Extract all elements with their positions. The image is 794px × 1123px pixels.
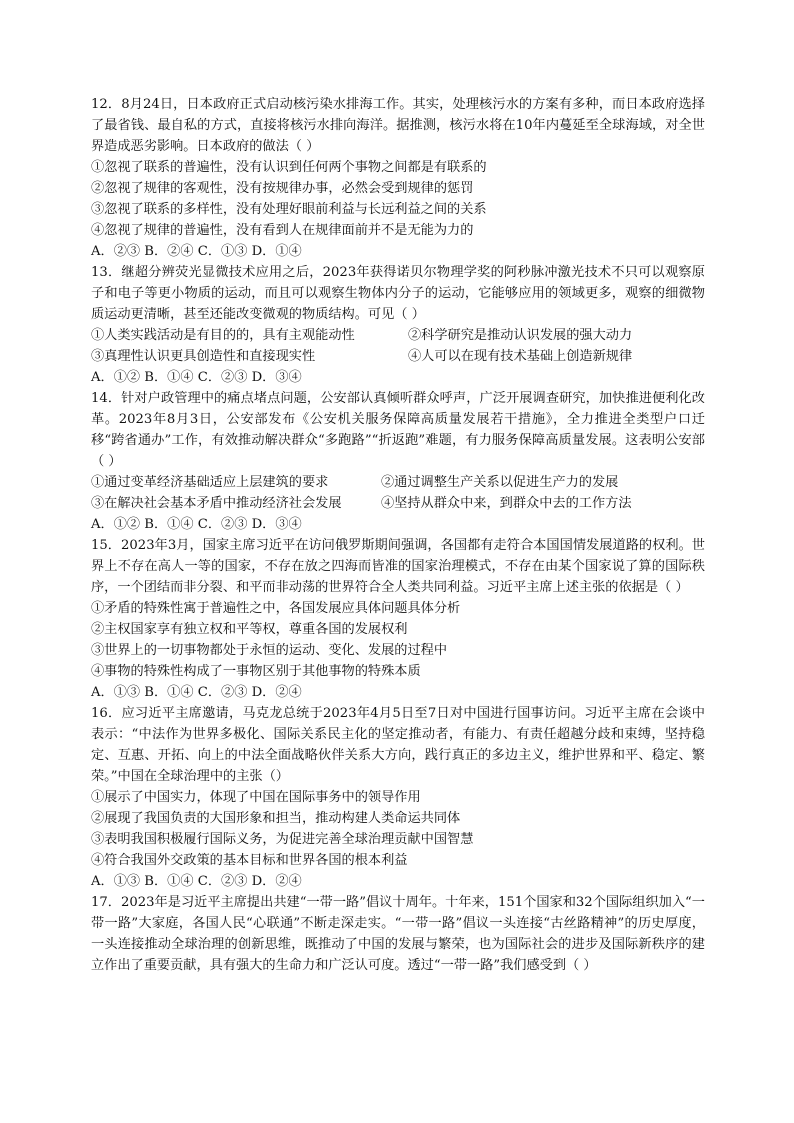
option-item: ②展现了我国负责的大国形象和担当，推动构建人类命运共同体 bbox=[91, 811, 461, 826]
exam-page bbox=[91, 94, 705, 976]
option-row bbox=[91, 493, 705, 514]
question-stem: 15．2023年3月，国家主席习近平在访问俄罗斯期间强调，各国都有走符合本国国情发展道路的权利。世界上不存在高人一等的国家，不存在放之四海而皆准的国家治理模式，不存在由某个国家说了算的国际秩序，一个团结而非分裂、和平而非动荡的世界符合全人类共同利益。习近平主席上述主张的依据是（ ） bbox=[91, 538, 705, 595]
option-row bbox=[91, 325, 705, 346]
question-15 bbox=[91, 535, 705, 703]
answer-choices: A．①③ B．①④ C．②③ D．②④ bbox=[91, 685, 302, 700]
option-item: ④符合我国外交政策的基本目标和世界各国的根本利益 bbox=[91, 853, 408, 868]
option-item: ①矛盾的特殊性寓于普遍性之中，各国发展应具体问题具体分析 bbox=[91, 601, 461, 616]
option-item: ①通过变革经济基础适应上层建筑的要求 bbox=[91, 475, 329, 490]
question-13 bbox=[91, 262, 705, 388]
option-item: ③表明我国积极履行国际义务，为促进完善全球治理贡献中国智慧 bbox=[91, 832, 474, 847]
option-item: ②主权国家享有独立权和平等权，尊重各国的发展权利 bbox=[91, 622, 408, 637]
option-item: ①忽视了联系的普遍性，没有认识到任何两个事物之间都是有联系的 bbox=[91, 160, 487, 175]
option-item: ②科学研究是推动认识发展的强大动力 bbox=[408, 328, 633, 343]
option-item: ④事物的特殊性构成了一事物区别于其他事物的特殊本质 bbox=[91, 664, 421, 679]
option-item: ②通过调整生产关系以促进生产力的发展 bbox=[381, 475, 619, 490]
question-stem: 17．2023年是习近平主席提出共建“一带一路”倡议十周年。十年来，151个国家和32个国际组织加入“一带一路”大家庭，各国人民“心联通”不断走深走实。“一带一路”倡议一头连接“古丝路精神”的历史厚度，一头连接推动全球治理的创新思维，既推动了中国的发展与繁荣，也为国际社会的进步及国际新秩序的建立作出了重要贡献，具有强大的生命力和广泛认可度。透过“一带一路”我们感受到（ ） bbox=[91, 895, 705, 973]
answer-choices: A．②③ B．②④ C．①③ D．①④ bbox=[91, 244, 302, 259]
answer-choices: A．①③ B．①④ C．②③ D．②④ bbox=[91, 874, 302, 889]
option-item: ④人可以在现有技术基础上创造新规律 bbox=[408, 349, 633, 364]
answer-choices: A．①② B．①④ C．②③ D．③④ bbox=[91, 370, 302, 385]
option-item: ④忽视了规律的普遍性，没有看到人在规律面前并不是无能为力的 bbox=[91, 223, 474, 238]
question-14 bbox=[91, 388, 705, 535]
question-16 bbox=[91, 703, 705, 892]
option-row bbox=[91, 472, 705, 493]
option-row bbox=[91, 346, 705, 367]
option-item: ②忽视了规律的客观性，没有按规律办事，必然会受到规律的惩罚 bbox=[91, 181, 474, 196]
question-stem: 14．针对户政管理中的痛点堵点问题，公安部认真倾听群众呼声，广泛开展调查研究，加快推进便利化改革。2023年8月3日，公安部发布《公安机关服务保障高质量发展若干措施》，全力推进全类型户口迁移“跨省通办”工作，有效推动解决群众“多跑路”“折返跑”难题，有力服务保障高质量发展。这表明公安部（ ） bbox=[91, 391, 705, 469]
question-stem: 16．应习近平主席邀请，马克龙总统于2023年4月5日至7日对中国进行国事访问。习近平主席在会谈中表示：“中法作为世界多极化、国际关系民主化的坚定推动者，有能力、有责任超越分歧和束缚，坚持稳定、互惠、开拓、向上的中法全面战略伙伴关系大方向，践行真正的多边主义，维护世界和平、稳定、繁荣。”中国在全球治理中的主张（） bbox=[91, 706, 705, 784]
option-item: ③在解决社会基本矛盾中推动经济社会发展 bbox=[91, 496, 342, 511]
option-item: ①人类实践活动是有目的的，具有主观能动性 bbox=[91, 328, 355, 343]
question-12 bbox=[91, 94, 705, 262]
question-stem: 12．8月24日，日本政府正式启动核污染水排海工作。其实，处理核污水的方案有多种，而日本政府选择了最省钱、最自私的方式，直接将核污水排向海洋。据推测，核污水将在10年内蔓延至全球海域，对全世界造成恶劣影响。日本政府的做法（ ） bbox=[91, 97, 705, 154]
answer-choices: A．①② B．①④ C．②③ D．③④ bbox=[91, 517, 302, 532]
question-stem: 13．继超分辨荧光显微技术应用之后，2023年获得诺贝尔物理学奖的阿秒脉冲激光技术不只可以观察原子和电子等更小物质的运动，而且可以观察生物体内分子的运动，它能够应用的领域更多，观察的细微物质运动更清晰，甚至还能改变微观的物质结构。可见（ ） bbox=[91, 265, 705, 322]
option-item: ③忽视了联系的多样性，没有处理好眼前利益与长远利益之间的关系 bbox=[91, 202, 487, 217]
option-item: ③真理性认识更具创造性和直接现实性 bbox=[91, 349, 316, 364]
question-17 bbox=[91, 892, 705, 976]
option-item: ④坚持从群众中来，到群众中去的工作方法 bbox=[381, 496, 632, 511]
option-item: ③世界上的一切事物都处于永恒的运动、变化、发展的过程中 bbox=[91, 643, 448, 658]
option-item: ①展示了中国实力，体现了中国在国际事务中的领导作用 bbox=[91, 790, 421, 805]
